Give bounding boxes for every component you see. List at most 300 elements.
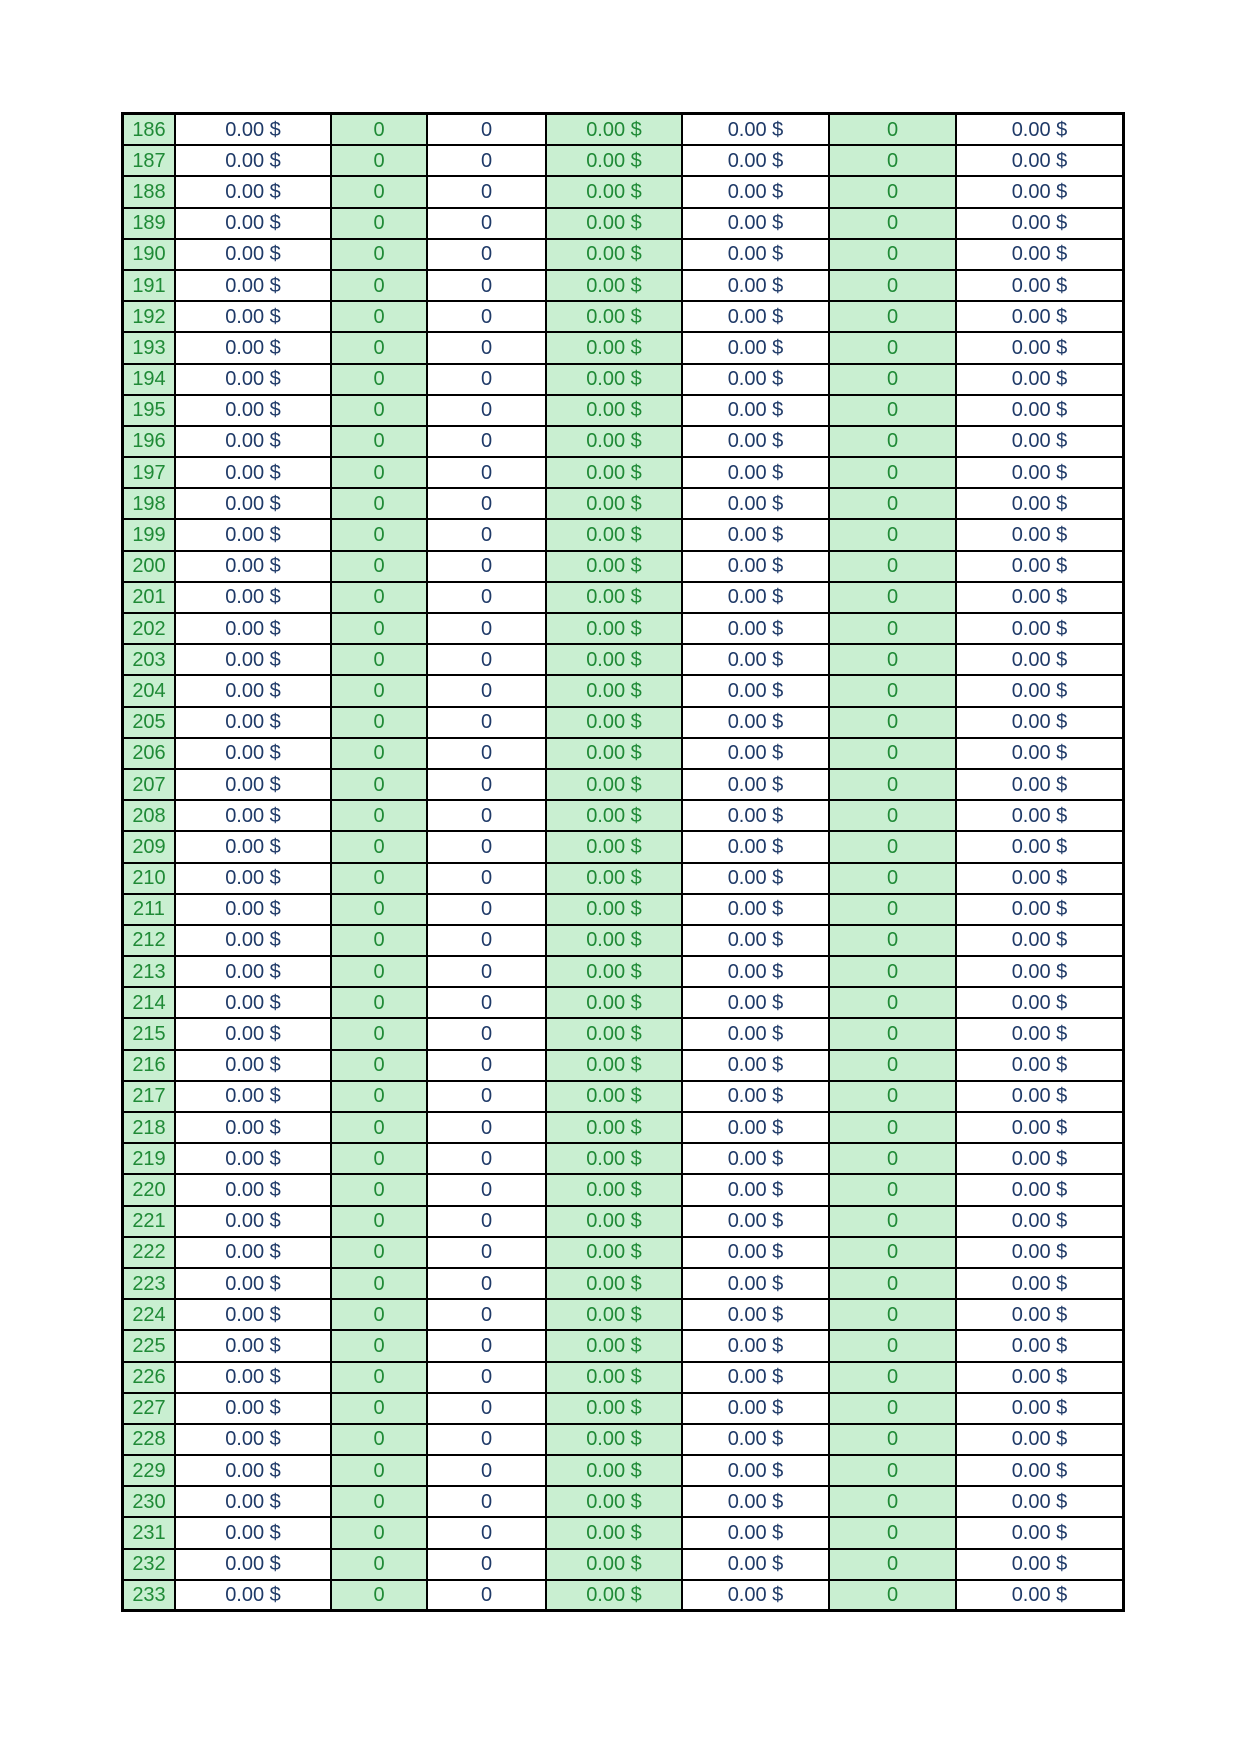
currency-cell: 0.00 $ [683, 520, 830, 551]
currency-cell: 0.00 $ [547, 988, 683, 1019]
currency-cell: 0.00 $ [957, 1175, 1125, 1206]
currency-cell: 0.00 $ [176, 614, 332, 645]
row-number-cell: 204 [124, 676, 176, 707]
currency-cell: 0.00 $ [176, 1113, 332, 1144]
count-cell: 0 [428, 1456, 547, 1487]
row-number-cell: 212 [124, 926, 176, 957]
currency-cell: 0.00 $ [683, 614, 830, 645]
currency-cell: 0.00 $ [683, 427, 830, 458]
count-cell: 0 [428, 801, 547, 832]
count-cell: 0 [332, 1113, 428, 1144]
currency-cell: 0.00 $ [547, 1487, 683, 1518]
count-cell: 0 [332, 739, 428, 770]
currency-cell: 0.00 $ [683, 1238, 830, 1269]
row-number-cell: 205 [124, 708, 176, 739]
count-cell: 0 [428, 271, 547, 302]
currency-cell: 0.00 $ [683, 1581, 830, 1612]
currency-cell: 0.00 $ [683, 1300, 830, 1331]
currency-cell: 0.00 $ [176, 739, 332, 770]
currency-cell: 0.00 $ [957, 864, 1125, 895]
count-cell: 0 [332, 1051, 428, 1082]
count-cell: 0 [428, 676, 547, 707]
count-cell: 0 [428, 333, 547, 364]
currency-cell: 0.00 $ [547, 240, 683, 271]
currency-cell: 0.00 $ [176, 271, 332, 302]
currency-cell: 0.00 $ [176, 1487, 332, 1518]
currency-cell: 0.00 $ [957, 676, 1125, 707]
count-cell: 0 [428, 1363, 547, 1394]
count-cell: 0 [428, 458, 547, 489]
count-cell: 0 [332, 520, 428, 551]
count-cell: 0 [830, 1144, 957, 1175]
row-number-cell: 219 [124, 1144, 176, 1175]
currency-cell: 0.00 $ [547, 832, 683, 863]
currency-cell: 0.00 $ [547, 1363, 683, 1394]
count-cell: 0 [332, 1425, 428, 1456]
row-number-cell: 193 [124, 333, 176, 364]
count-cell: 0 [332, 458, 428, 489]
currency-cell: 0.00 $ [547, 146, 683, 177]
currency-cell: 0.00 $ [176, 645, 332, 676]
count-cell: 0 [428, 1082, 547, 1113]
currency-cell: 0.00 $ [547, 396, 683, 427]
row-number-cell: 201 [124, 583, 176, 614]
currency-cell: 0.00 $ [176, 770, 332, 801]
currency-cell: 0.00 $ [957, 1550, 1125, 1581]
currency-cell: 0.00 $ [547, 552, 683, 583]
currency-cell: 0.00 $ [176, 489, 332, 520]
currency-cell: 0.00 $ [957, 1113, 1125, 1144]
count-cell: 0 [332, 832, 428, 863]
count-cell: 0 [830, 302, 957, 333]
row-number-cell: 210 [124, 864, 176, 895]
row-number-cell: 189 [124, 209, 176, 240]
currency-cell: 0.00 $ [683, 333, 830, 364]
currency-cell: 0.00 $ [176, 365, 332, 396]
currency-cell: 0.00 $ [547, 458, 683, 489]
currency-cell: 0.00 $ [176, 146, 332, 177]
currency-cell: 0.00 $ [683, 271, 830, 302]
count-cell: 0 [830, 489, 957, 520]
currency-cell: 0.00 $ [957, 1394, 1125, 1425]
count-cell: 0 [332, 1269, 428, 1300]
count-cell: 0 [332, 1144, 428, 1175]
currency-cell: 0.00 $ [176, 895, 332, 926]
currency-cell: 0.00 $ [547, 864, 683, 895]
count-cell: 0 [830, 240, 957, 271]
count-cell: 0 [332, 302, 428, 333]
currency-cell: 0.00 $ [683, 583, 830, 614]
currency-cell: 0.00 $ [957, 1518, 1125, 1549]
count-cell: 0 [830, 1019, 957, 1050]
currency-cell: 0.00 $ [176, 957, 332, 988]
count-cell: 0 [830, 1300, 957, 1331]
currency-cell: 0.00 $ [547, 427, 683, 458]
currency-cell: 0.00 $ [957, 552, 1125, 583]
currency-cell: 0.00 $ [547, 1269, 683, 1300]
currency-cell: 0.00 $ [547, 302, 683, 333]
currency-cell: 0.00 $ [176, 1238, 332, 1269]
count-cell: 0 [428, 895, 547, 926]
row-number-cell: 229 [124, 1456, 176, 1487]
currency-cell: 0.00 $ [683, 240, 830, 271]
currency-cell: 0.00 $ [957, 1487, 1125, 1518]
currency-cell: 0.00 $ [176, 1082, 332, 1113]
count-cell: 0 [428, 396, 547, 427]
currency-cell: 0.00 $ [957, 458, 1125, 489]
currency-cell: 0.00 $ [176, 302, 332, 333]
currency-cell: 0.00 $ [683, 1550, 830, 1581]
currency-cell: 0.00 $ [683, 988, 830, 1019]
row-number-cell: 214 [124, 988, 176, 1019]
currency-cell: 0.00 $ [547, 1238, 683, 1269]
count-cell: 0 [830, 1331, 957, 1362]
row-number-cell: 209 [124, 832, 176, 863]
row-number-cell: 208 [124, 801, 176, 832]
count-cell: 0 [830, 177, 957, 208]
currency-cell: 0.00 $ [547, 1082, 683, 1113]
count-cell: 0 [428, 1550, 547, 1581]
currency-cell: 0.00 $ [957, 583, 1125, 614]
count-cell: 0 [332, 146, 428, 177]
count-cell: 0 [332, 708, 428, 739]
count-cell: 0 [428, 583, 547, 614]
count-cell: 0 [332, 1300, 428, 1331]
currency-cell: 0.00 $ [547, 1144, 683, 1175]
row-number-cell: 198 [124, 489, 176, 520]
currency-cell: 0.00 $ [957, 739, 1125, 770]
count-cell: 0 [830, 801, 957, 832]
currency-cell: 0.00 $ [547, 1175, 683, 1206]
currency-cell: 0.00 $ [176, 115, 332, 146]
count-cell: 0 [830, 1425, 957, 1456]
currency-cell: 0.00 $ [957, 240, 1125, 271]
count-cell: 0 [830, 209, 957, 240]
row-number-cell: 187 [124, 146, 176, 177]
row-number-cell: 230 [124, 1487, 176, 1518]
currency-cell: 0.00 $ [683, 926, 830, 957]
count-cell: 0 [428, 1300, 547, 1331]
currency-cell: 0.00 $ [547, 333, 683, 364]
count-cell: 0 [830, 427, 957, 458]
count-cell: 0 [428, 988, 547, 1019]
row-number-cell: 232 [124, 1550, 176, 1581]
currency-cell: 0.00 $ [547, 1394, 683, 1425]
currency-cell: 0.00 $ [957, 1051, 1125, 1082]
row-number-cell: 202 [124, 614, 176, 645]
currency-cell: 0.00 $ [957, 1082, 1125, 1113]
count-cell: 0 [428, 1019, 547, 1050]
count-cell: 0 [830, 583, 957, 614]
count-cell: 0 [428, 1144, 547, 1175]
count-cell: 0 [830, 739, 957, 770]
count-cell: 0 [332, 1175, 428, 1206]
count-cell: 0 [332, 427, 428, 458]
currency-cell: 0.00 $ [176, 1019, 332, 1050]
currency-cell: 0.00 $ [176, 177, 332, 208]
count-cell: 0 [830, 645, 957, 676]
row-number-cell: 196 [124, 427, 176, 458]
currency-cell: 0.00 $ [957, 1456, 1125, 1487]
currency-cell: 0.00 $ [547, 739, 683, 770]
count-cell: 0 [830, 1550, 957, 1581]
currency-cell: 0.00 $ [547, 1113, 683, 1144]
count-cell: 0 [428, 115, 547, 146]
count-cell: 0 [830, 957, 957, 988]
count-cell: 0 [332, 895, 428, 926]
currency-cell: 0.00 $ [683, 1207, 830, 1238]
currency-cell: 0.00 $ [547, 801, 683, 832]
currency-cell: 0.00 $ [176, 864, 332, 895]
currency-cell: 0.00 $ [957, 957, 1125, 988]
currency-cell: 0.00 $ [176, 1300, 332, 1331]
count-cell: 0 [428, 1269, 547, 1300]
currency-cell: 0.00 $ [957, 1363, 1125, 1394]
currency-cell: 0.00 $ [547, 895, 683, 926]
currency-cell: 0.00 $ [683, 458, 830, 489]
currency-cell: 0.00 $ [547, 209, 683, 240]
count-cell: 0 [830, 926, 957, 957]
currency-cell: 0.00 $ [176, 1269, 332, 1300]
currency-cell: 0.00 $ [957, 396, 1125, 427]
count-cell: 0 [332, 676, 428, 707]
count-cell: 0 [428, 832, 547, 863]
currency-cell: 0.00 $ [547, 177, 683, 208]
currency-cell: 0.00 $ [547, 1456, 683, 1487]
count-cell: 0 [830, 770, 957, 801]
currency-cell: 0.00 $ [957, 333, 1125, 364]
currency-cell: 0.00 $ [547, 926, 683, 957]
count-cell: 0 [428, 1581, 547, 1612]
row-number-cell: 203 [124, 645, 176, 676]
count-cell: 0 [332, 801, 428, 832]
count-cell: 0 [332, 926, 428, 957]
currency-cell: 0.00 $ [176, 240, 332, 271]
count-cell: 0 [830, 614, 957, 645]
row-number-cell: 186 [124, 115, 176, 146]
count-cell: 0 [830, 1363, 957, 1394]
currency-cell: 0.00 $ [683, 895, 830, 926]
row-number-cell: 217 [124, 1082, 176, 1113]
row-number-cell: 192 [124, 302, 176, 333]
count-cell: 0 [428, 489, 547, 520]
row-number-cell: 190 [124, 240, 176, 271]
currency-cell: 0.00 $ [176, 1581, 332, 1612]
count-cell: 0 [332, 177, 428, 208]
count-cell: 0 [428, 770, 547, 801]
currency-cell: 0.00 $ [683, 177, 830, 208]
currency-cell: 0.00 $ [957, 271, 1125, 302]
row-number-cell: 195 [124, 396, 176, 427]
count-cell: 0 [830, 1581, 957, 1612]
count-cell: 0 [332, 240, 428, 271]
count-cell: 0 [332, 1394, 428, 1425]
currency-cell: 0.00 $ [547, 1550, 683, 1581]
count-cell: 0 [332, 1082, 428, 1113]
count-cell: 0 [830, 1487, 957, 1518]
row-number-cell: 206 [124, 739, 176, 770]
count-cell: 0 [830, 1394, 957, 1425]
currency-cell: 0.00 $ [683, 1113, 830, 1144]
count-cell: 0 [428, 739, 547, 770]
row-number-cell: 218 [124, 1113, 176, 1144]
currency-cell: 0.00 $ [176, 988, 332, 1019]
currency-cell: 0.00 $ [176, 333, 332, 364]
currency-cell: 0.00 $ [176, 708, 332, 739]
currency-cell: 0.00 $ [547, 365, 683, 396]
count-cell: 0 [332, 645, 428, 676]
currency-cell: 0.00 $ [957, 832, 1125, 863]
count-cell: 0 [830, 520, 957, 551]
currency-cell: 0.00 $ [683, 1082, 830, 1113]
currency-cell: 0.00 $ [176, 552, 332, 583]
count-cell: 0 [332, 1550, 428, 1581]
currency-cell: 0.00 $ [683, 708, 830, 739]
currency-cell: 0.00 $ [683, 739, 830, 770]
currency-cell: 0.00 $ [176, 1175, 332, 1206]
count-cell: 0 [428, 240, 547, 271]
count-cell: 0 [830, 271, 957, 302]
count-cell: 0 [428, 957, 547, 988]
currency-cell: 0.00 $ [176, 1331, 332, 1362]
currency-cell: 0.00 $ [176, 1144, 332, 1175]
currency-cell: 0.00 $ [957, 645, 1125, 676]
count-cell: 0 [830, 1456, 957, 1487]
currency-cell: 0.00 $ [683, 1487, 830, 1518]
count-cell: 0 [428, 1238, 547, 1269]
count-cell: 0 [428, 177, 547, 208]
currency-cell: 0.00 $ [547, 1300, 683, 1331]
count-cell: 0 [428, 1207, 547, 1238]
count-cell: 0 [830, 708, 957, 739]
currency-cell: 0.00 $ [176, 396, 332, 427]
currency-cell: 0.00 $ [683, 552, 830, 583]
count-cell: 0 [332, 271, 428, 302]
currency-cell: 0.00 $ [176, 427, 332, 458]
row-number-cell: 224 [124, 1300, 176, 1331]
count-cell: 0 [332, 957, 428, 988]
count-cell: 0 [332, 988, 428, 1019]
currency-cell: 0.00 $ [683, 770, 830, 801]
currency-cell: 0.00 $ [683, 1019, 830, 1050]
currency-cell: 0.00 $ [547, 1581, 683, 1612]
row-number-cell: 225 [124, 1331, 176, 1362]
currency-cell: 0.00 $ [547, 520, 683, 551]
currency-cell: 0.00 $ [957, 489, 1125, 520]
count-cell: 0 [332, 365, 428, 396]
count-cell: 0 [332, 1581, 428, 1612]
count-cell: 0 [830, 396, 957, 427]
currency-cell: 0.00 $ [176, 1518, 332, 1549]
count-cell: 0 [428, 864, 547, 895]
currency-cell: 0.00 $ [547, 1207, 683, 1238]
count-cell: 0 [428, 427, 547, 458]
count-cell: 0 [332, 1207, 428, 1238]
currency-cell: 0.00 $ [547, 115, 683, 146]
count-cell: 0 [830, 333, 957, 364]
count-cell: 0 [830, 1113, 957, 1144]
row-number-cell: 199 [124, 520, 176, 551]
currency-cell: 0.00 $ [683, 864, 830, 895]
row-number-cell: 207 [124, 770, 176, 801]
count-cell: 0 [830, 895, 957, 926]
row-number-cell: 200 [124, 552, 176, 583]
currency-cell: 0.00 $ [683, 1456, 830, 1487]
count-cell: 0 [428, 302, 547, 333]
count-cell: 0 [830, 832, 957, 863]
currency-cell: 0.00 $ [683, 1425, 830, 1456]
count-cell: 0 [428, 209, 547, 240]
currency-cell: 0.00 $ [683, 209, 830, 240]
count-cell: 0 [428, 1518, 547, 1549]
row-number-cell: 223 [124, 1269, 176, 1300]
row-number-cell: 197 [124, 458, 176, 489]
currency-cell: 0.00 $ [547, 271, 683, 302]
currency-cell: 0.00 $ [683, 1175, 830, 1206]
currency-cell: 0.00 $ [547, 1425, 683, 1456]
currency-cell: 0.00 $ [957, 708, 1125, 739]
currency-cell: 0.00 $ [176, 1550, 332, 1581]
currency-cell: 0.00 $ [957, 1019, 1125, 1050]
currency-cell: 0.00 $ [547, 1051, 683, 1082]
currency-cell: 0.00 $ [176, 926, 332, 957]
count-cell: 0 [830, 676, 957, 707]
currency-cell: 0.00 $ [176, 520, 332, 551]
count-cell: 0 [830, 365, 957, 396]
currency-cell: 0.00 $ [683, 1269, 830, 1300]
currency-cell: 0.00 $ [176, 458, 332, 489]
currency-cell: 0.00 $ [957, 1581, 1125, 1612]
row-number-cell: 222 [124, 1238, 176, 1269]
count-cell: 0 [830, 115, 957, 146]
currency-cell: 0.00 $ [957, 1300, 1125, 1331]
count-cell: 0 [332, 1487, 428, 1518]
currency-cell: 0.00 $ [683, 1394, 830, 1425]
currency-cell: 0.00 $ [957, 801, 1125, 832]
currency-cell: 0.00 $ [957, 1207, 1125, 1238]
currency-cell: 0.00 $ [957, 209, 1125, 240]
count-cell: 0 [428, 1331, 547, 1362]
spreadsheet-table [121, 112, 1125, 1612]
currency-cell: 0.00 $ [176, 832, 332, 863]
currency-cell: 0.00 $ [683, 645, 830, 676]
currency-cell: 0.00 $ [547, 1331, 683, 1362]
count-cell: 0 [428, 1394, 547, 1425]
count-cell: 0 [830, 1238, 957, 1269]
currency-cell: 0.00 $ [547, 1019, 683, 1050]
count-cell: 0 [332, 552, 428, 583]
count-cell: 0 [830, 552, 957, 583]
currency-cell: 0.00 $ [957, 365, 1125, 396]
row-number-cell: 213 [124, 957, 176, 988]
currency-cell: 0.00 $ [957, 988, 1125, 1019]
row-number-cell: 194 [124, 365, 176, 396]
count-cell: 0 [830, 458, 957, 489]
count-cell: 0 [428, 146, 547, 177]
count-cell: 0 [830, 1051, 957, 1082]
currency-cell: 0.00 $ [176, 1425, 332, 1456]
count-cell: 0 [332, 1238, 428, 1269]
currency-cell: 0.00 $ [957, 1144, 1125, 1175]
row-number-cell: 226 [124, 1363, 176, 1394]
currency-cell: 0.00 $ [683, 1144, 830, 1175]
count-cell: 0 [830, 146, 957, 177]
currency-cell: 0.00 $ [957, 520, 1125, 551]
row-number-cell: 215 [124, 1019, 176, 1050]
currency-cell: 0.00 $ [957, 427, 1125, 458]
count-cell: 0 [332, 396, 428, 427]
row-number-cell: 191 [124, 271, 176, 302]
